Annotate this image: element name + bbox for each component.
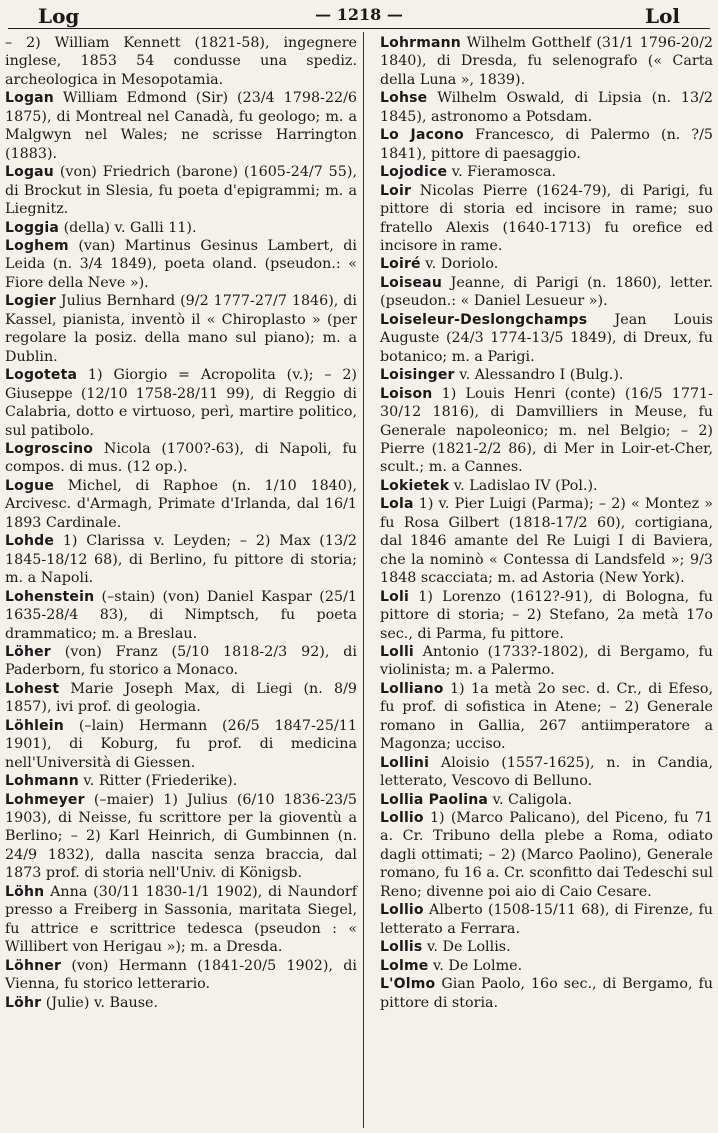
dictionary-entry xyxy=(5,366,357,440)
dictionary-entry xyxy=(380,975,713,1012)
entry-text: (von) Franz (5/10 1818-2/3 92), di Paderborn, fu storico a Monaco. xyxy=(5,643,357,679)
dictionary-entry xyxy=(380,182,713,256)
entry-text: (–maier) 1) Julius (6/10 1836-23/5 1903), di Neisse, fu scrittore per la gioventù a Berlino; – 2) Karl Heinrich, di Gumbinnen (n. 24/9 1832), dalla nascita senza braccia, dal 1873 prof. di storia nell'Univ. di Königsb. xyxy=(5,791,357,882)
entry-text: v. Caligola. xyxy=(488,791,573,808)
entry-headword: Lo Jacono xyxy=(380,127,464,144)
page-header xyxy=(8,2,710,29)
dictionary-entry xyxy=(5,883,357,957)
entry-headword: Löher xyxy=(5,643,51,660)
entry-headword: L'Olmo xyxy=(380,976,436,993)
entry-headword: Logier xyxy=(5,293,56,310)
dictionary-entry xyxy=(5,237,357,292)
page-number: — 1218 — xyxy=(315,5,403,24)
dictionary-entry xyxy=(380,126,713,163)
entry-text: Michel, di Raphoe (n. 1/10 1840), Arcivesc. d'Armagh, Primate d'Irlanda, dal 16/1 1893 Cardinale. xyxy=(5,477,357,531)
header-left-guide-word: Log xyxy=(38,4,80,28)
entry-text: v. Doriolo. xyxy=(420,256,499,273)
entry-text: (della) v. Galli 11). xyxy=(59,219,197,236)
dictionary-entry xyxy=(380,791,713,809)
entry-headword: Lohenstein xyxy=(5,588,95,605)
entry-headword: Lollis xyxy=(380,939,423,956)
entry-headword: Lohde xyxy=(5,533,55,550)
dictionary-entry xyxy=(380,809,713,901)
entry-headword: Lohmeyer xyxy=(5,791,85,808)
entry-text: 1) Clarissa v. Leyden; – 2) Max (13/2 1845-18/12 68), di Berlino, fu pittore di storia; m. a Napoli. xyxy=(5,533,357,587)
entry-text: Wilhelm Gotthelf (31/1 1796-20/2 1840), di Dresda, fu selenografo (« Carta della Luna », 1839). xyxy=(380,35,713,88)
entry-text: Francesco, di Palermo (n. ?/5 1841), pittore di paesaggio. xyxy=(380,127,713,162)
dictionary-entry xyxy=(5,643,357,680)
entry-headword: Lokietek xyxy=(380,477,450,494)
dictionary-entry xyxy=(5,994,357,1012)
dictionary-entry xyxy=(5,163,357,218)
dictionary-entry xyxy=(380,643,713,680)
entry-headword: Lohmann xyxy=(5,773,79,790)
entry-text: v. De Lollis. xyxy=(422,939,511,956)
entry-headword: Lohest xyxy=(5,680,60,697)
entry-text: v. Ritter (Friederike). xyxy=(78,773,238,790)
entry-text: Jean Louis Auguste (24/3 1774-13/5 1849), di Dreux, fu botanico; m. a Parigi. xyxy=(380,311,713,365)
dictionary-entry xyxy=(5,292,357,366)
entry-headword: Loiré xyxy=(380,256,421,273)
dictionary-entry xyxy=(380,477,713,495)
dictionary-entry xyxy=(5,717,357,772)
column-divider xyxy=(363,32,364,1128)
entry-headword: Lollio xyxy=(380,902,424,919)
dictionary-entry xyxy=(380,957,713,975)
entry-headword: Lollini xyxy=(380,754,430,771)
entry-text: Gian Paolo, 16o sec., di Bergamo, fu pittore di storia. xyxy=(380,976,713,1011)
entry-text: – 2) William Kennett (1821-58), ingegnere inglese, 1853 54 condusse una spediz. archeologica in Mesopotamia. xyxy=(5,35,357,88)
right-column xyxy=(380,34,713,1012)
entry-text: v. Alessandro I (Bulg.). xyxy=(454,367,624,384)
dictionary-entry xyxy=(5,588,357,643)
entry-headword: Logoteta xyxy=(5,367,78,384)
entry-text: Julius Bernhard (9/2 1777-27/7 1846), di Kassel, pianista, inventò il « Chiroplasto » (per regolare la posiz. della mano sul piano); m. a Dublin. xyxy=(5,293,357,365)
dictionary-entry xyxy=(5,440,357,477)
entry-text: Alberto (1508-15/11 68), di Firenze, fu letterato a Ferrara. xyxy=(380,902,713,937)
dictionary-entry xyxy=(380,495,713,587)
dictionary-entry xyxy=(380,901,713,938)
entry-headword: Lohrmann xyxy=(380,35,461,51)
entry-headword: Logroscino xyxy=(5,440,94,457)
entry-headword: Loiseleur-Deslongchamps xyxy=(380,311,588,328)
entry-text: 1) v. Pier Luigi (Parma); – 2) « Montez » fu Rosa Gilbert (1818-17/2 60), cortigiana, dal 1846 amante del Re Luigi I di Baviera, che la nominò « Contessa di Landsfeld »; 9/3 1848 scacciata; m. ad Astoria (New York). xyxy=(380,496,713,587)
entry-headword: Loiseau xyxy=(380,274,442,291)
dictionary-entry xyxy=(5,89,357,163)
entry-text: (van) Martinus Gesinus Lambert, di Leida (n. 3/4 1849), poeta oland. (pseudon.: « Fiore della Neve »). xyxy=(5,237,357,291)
left-column xyxy=(5,34,357,1012)
dictionary-entry xyxy=(5,680,357,717)
dictionary-entry xyxy=(380,938,713,956)
dictionary-entry xyxy=(5,772,357,790)
entry-text: 1) Lorenzo (1612?-91), di Bologna, fu pittore di storia; – 2) Stefano, 2a metà 17o sec., di Parma, fu pittore. xyxy=(380,588,713,642)
entry-headword: Loisinger xyxy=(380,367,455,384)
entry-text: (–stain) (von) Daniel Kaspar (25/1 1635-28/4 83), di Nimptsch, fu poeta drammatico; m. a Breslau. xyxy=(5,588,357,642)
header-right-guide-word: Lol xyxy=(645,4,680,28)
entry-text: Nicolas Pierre (1624-79), di Parigi, fu pittore di storia ed incisore in rame; suo fratello Alexis (1640-1713) fu orefice ed incisore in rame. xyxy=(380,182,713,254)
entry-headword: Loir xyxy=(380,182,412,199)
entry-headword: Lolliano xyxy=(380,680,444,697)
dictionary-entry xyxy=(5,477,357,532)
entry-headword: Löhn xyxy=(5,883,45,900)
entry-headword: Löhlein xyxy=(5,717,64,734)
entry-headword: Löhner xyxy=(5,957,62,974)
entry-text: Wilhelm Oswald, di Lipsia (n. 13/2 1845), astronomo a Potsdam. xyxy=(380,90,713,125)
entry-headword: Logau xyxy=(5,164,54,181)
entry-text: Aloisio (1557-1625), n. in Candia, letterato, Vescovo di Belluno. xyxy=(380,754,713,790)
dictionary-entry xyxy=(380,311,713,366)
entry-headword: Lojodice xyxy=(380,164,448,181)
dictionary-entry xyxy=(380,34,713,89)
dictionary-entry xyxy=(380,89,713,126)
entry-text: 1) Giorgio = Acropolita (v.); – 2) Giuseppe (12/10 1758-28/11 99), di Reggio di Calabria, dotto e virtuoso, perì, martire politico, sul patibolo. xyxy=(5,367,357,439)
dictionary-entry xyxy=(380,366,713,384)
dictionary-entry xyxy=(5,957,357,994)
entry-text: (von) Hermann (1841-20/5 1902), di Vienna, fu storico letterario. xyxy=(5,957,357,993)
entry-text: v. Fieramosca. xyxy=(447,164,557,181)
entry-headword: Loison xyxy=(380,385,433,402)
entry-text: Anna (30/11 1830-1/1 1902), di Naundorf presso a Freiberg in Sassonia, maritata Siegel, fu attrice e scrittrice tedesca (pseudon : « Willibert von Herigau »); m. a Dresda. xyxy=(5,883,357,956)
dictionary-entry xyxy=(5,791,357,883)
entry-text: Nicola (1700?-63), di Napoli, fu compos. di mus. (12 op.). xyxy=(5,440,357,476)
entry-headword: Lohse xyxy=(380,90,428,107)
entry-headword: Lola xyxy=(380,496,414,513)
entry-text: v. Ladislao IV (Pol.). xyxy=(449,477,598,494)
dictionary-entry xyxy=(380,385,713,477)
entry-headword: Lollia Paolina xyxy=(380,791,489,808)
entry-headword: Logue xyxy=(5,477,55,494)
entry-text: (–lain) Hermann (26/5 1847-25/11 1901), di Koburg, fu prof. di medicina nell'Università di Giessen. xyxy=(5,717,357,771)
entry-text: 1) Louis Henri (conte) (16/5 1771-30/12 1816), di Damvilliers in Meuse, fu Generale napoleonico; m. nel Belgio; – 2) Pierre (1821-2/2 86), di Mer in Loir-et-Cher, scult.; m. a Cannes. xyxy=(380,385,713,476)
entry-headword: Logan xyxy=(5,90,54,107)
dictionary-entry xyxy=(380,680,713,754)
dictionary-entry xyxy=(380,255,713,273)
entry-headword: Löhr xyxy=(5,994,42,1011)
dictionary-entry xyxy=(5,34,357,89)
entry-headword: Lolme xyxy=(380,957,429,974)
entry-text: Marie Joseph Max, di Liegi (n. 8/9 1857), ivi prof. di geologia. xyxy=(5,680,357,716)
dictionary-entry xyxy=(380,274,713,311)
entry-text: (Julie) v. Bause. xyxy=(41,994,159,1011)
dictionary-entry xyxy=(5,532,357,587)
dictionary-entry xyxy=(380,754,713,791)
entry-text: Jeanne, di Parigi (n. 1860), letter. (pseudon.: « Daniel Lesueur »). xyxy=(380,274,713,310)
entry-headword: Lollio xyxy=(380,810,424,827)
entry-text: William Edmond (Sir) (23/4 1798-22/6 1875), di Montreal nel Canadà, fu geologo; m. a Malgwyn nel Wales; ne scrisse Harrington (1883). xyxy=(5,90,357,162)
dictionary-entry xyxy=(5,219,357,237)
entry-text: 1) (Marco Palicano), del Piceno, fu 71 a. Cr. Tribuno della plebe a Roma, odiato dagli ottimati; – 2) (Marco Paolino), Generale romano, fu 16 a. Cr. sconfitto dai Tedeschi sul Reno; divenne poi aio di Caio Cesare. xyxy=(380,810,713,900)
entry-text: 1) 1a metà 2o sec. d. Cr., di Efeso, fu prof. di sofistica in Atene; – 2) Generale romano in Gallia, 267 antiimperatore a Magonza; ucciso. xyxy=(380,680,713,753)
dictionary-entry xyxy=(380,163,713,181)
entry-headword: Lolli xyxy=(380,643,414,660)
entry-text: (von) Friedrich (barone) (1605-24/7 55), di Brockut in Slesia, fu poeta d'epigrammi; m. a Liegnitz. xyxy=(5,164,357,218)
entry-headword: Loli xyxy=(380,588,409,605)
entry-headword: Loggia xyxy=(5,219,60,236)
entry-text: Antonio (1733?-1802), di Bergamo, fu violinista; m. a Palermo. xyxy=(380,643,713,679)
entry-text: v. De Lolme. xyxy=(428,957,523,974)
dictionary-entry xyxy=(380,588,713,643)
entry-headword: Loghem xyxy=(5,237,69,254)
